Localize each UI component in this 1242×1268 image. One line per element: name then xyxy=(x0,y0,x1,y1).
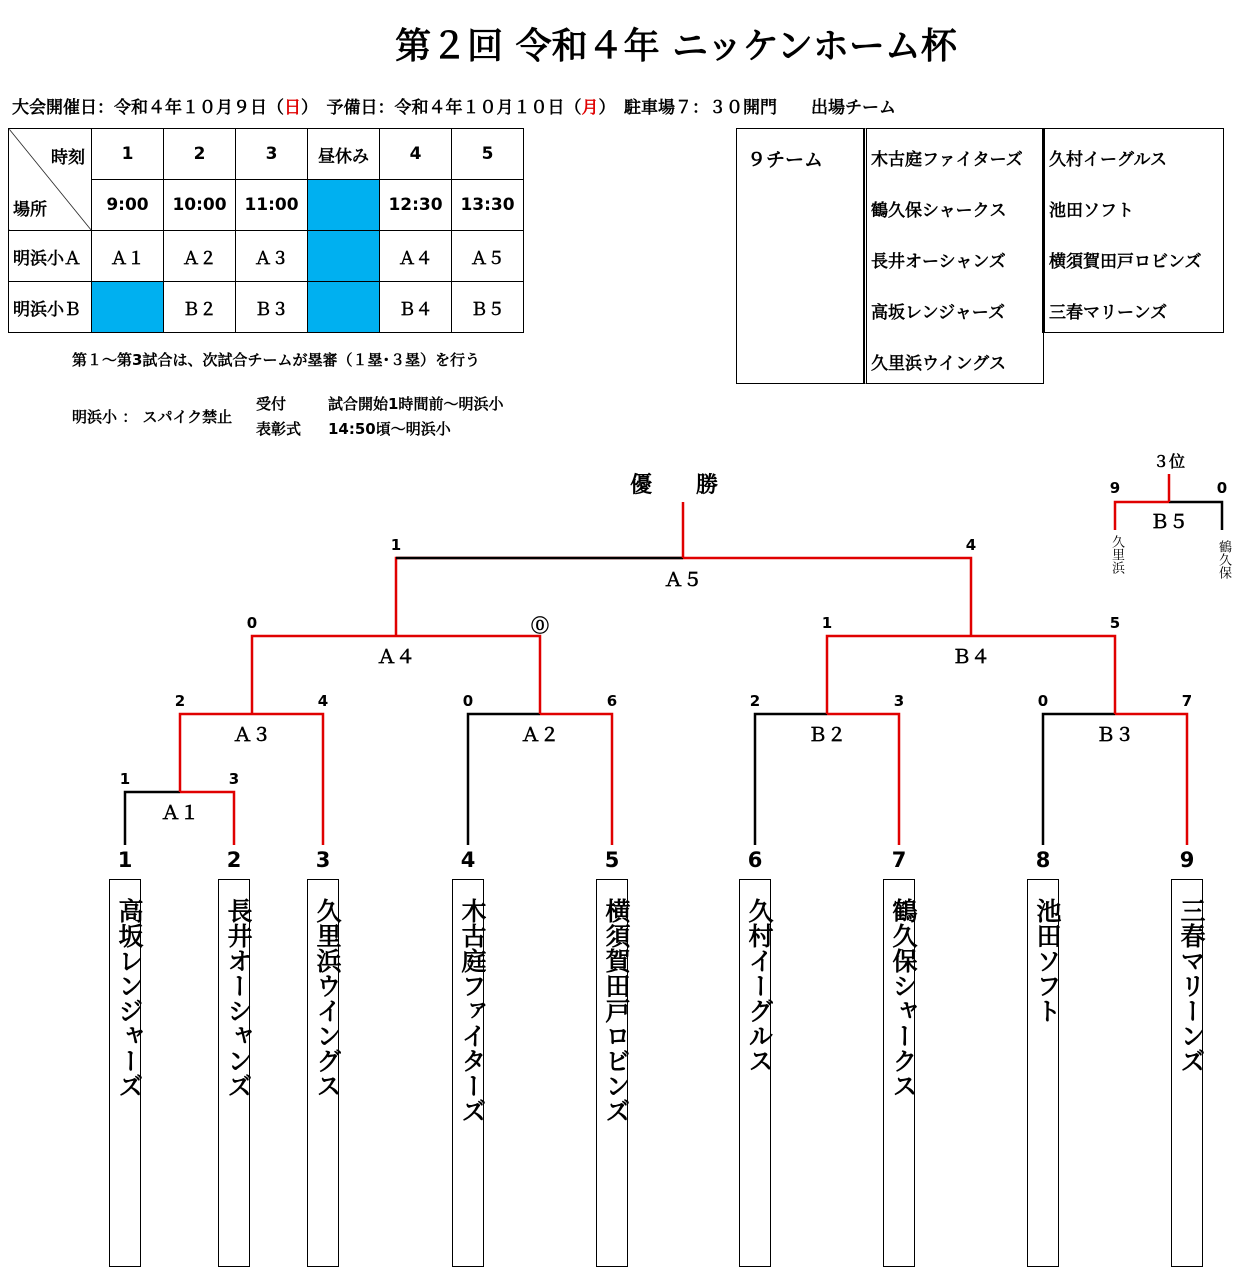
spike-note: 明浜小 ： スパイク禁止 xyxy=(72,408,233,426)
game-cell: Ａ３ xyxy=(236,231,308,282)
game-cell: Ａ１ xyxy=(92,231,164,282)
date-mid: ） 予備日：令和４年１０月１０日（ xyxy=(301,98,582,118)
reception-value: 試合開始1時間前～明浜小 xyxy=(328,395,504,413)
team-box xyxy=(452,879,487,1267)
champion-label: 優 勝 xyxy=(630,473,719,498)
match-label: Ａ１ xyxy=(160,802,199,824)
score: 4 xyxy=(317,692,329,710)
ceremony-value: 14:50頃～明浜小 xyxy=(328,420,451,438)
score: 3 xyxy=(893,692,905,710)
reception-label: 受付 xyxy=(256,395,287,413)
team-box xyxy=(218,879,253,1267)
team-box xyxy=(596,879,631,1267)
game-cell: Ａ２ xyxy=(164,231,236,282)
slot-time: 12:30 xyxy=(380,180,452,231)
match-label: Ｂ３ xyxy=(1095,724,1134,746)
team-list-item: 木古庭ファイターズ xyxy=(871,150,1023,170)
score: 1 xyxy=(119,770,131,788)
page-title: 第２回 令和４年 ニッケンホーム杯 xyxy=(395,26,957,67)
third-right-team xyxy=(1214,540,1230,585)
slot-header: 2 xyxy=(164,129,236,180)
team-list-item: 池田ソフト xyxy=(1049,201,1134,221)
third-left-team xyxy=(1107,535,1123,580)
score: 6 xyxy=(606,692,618,710)
entry-number: 7 xyxy=(891,848,907,872)
third-place-label: ３位 xyxy=(1153,452,1186,471)
place-label: 明浜小Ａ xyxy=(9,231,92,282)
third-left-team-text: 久里浜 xyxy=(1109,535,1124,574)
team-list-item: 三春マリーンズ xyxy=(1049,303,1168,323)
team-list-item: 久里浜ウイングス xyxy=(871,354,1006,374)
slot-time: 9:00 xyxy=(92,180,164,231)
team-list-item: 高坂レンジャーズ xyxy=(871,303,1005,323)
entry-number: 8 xyxy=(1035,848,1051,872)
team-box xyxy=(1027,879,1062,1267)
slot-time: 10:00 xyxy=(164,180,236,231)
slot-time: 11:00 xyxy=(236,180,308,231)
team-box xyxy=(739,879,774,1267)
entry-number: 6 xyxy=(747,848,763,872)
team-box xyxy=(1171,879,1206,1267)
match-label: Ａ３ xyxy=(232,724,271,746)
score: 0 xyxy=(462,692,474,710)
score: 0 xyxy=(1216,479,1228,497)
team-name: 高坂レンジャーズ xyxy=(115,898,144,1098)
game-cell: Ｂ３ xyxy=(236,282,308,333)
team-list-item: 横須賀田戸ロビンズ xyxy=(1049,252,1202,272)
team-list-item: 長井オーシャンズ xyxy=(871,252,1006,272)
score: ⓪ xyxy=(531,616,549,637)
score: 0 xyxy=(1037,692,1049,710)
team-box xyxy=(883,879,918,1267)
game-cell: Ｂ２ xyxy=(164,282,236,333)
game-cell: Ｂ４ xyxy=(380,282,452,333)
score: 4 xyxy=(965,536,977,554)
entry-number: 1 xyxy=(117,848,133,872)
score: 3 xyxy=(228,770,240,788)
score: 0 xyxy=(246,614,258,632)
score: 9 xyxy=(1109,479,1121,497)
score: 1 xyxy=(390,536,402,554)
slot-header: 3 xyxy=(236,129,308,180)
date-day: 日 xyxy=(284,98,301,118)
game-cell: Ａ５ xyxy=(452,231,524,282)
team-list-item: 鶴久保シャークス xyxy=(871,201,1007,221)
score: 1 xyxy=(821,614,833,632)
entry-number: 2 xyxy=(226,848,242,872)
match-label: Ａ２ xyxy=(520,724,559,746)
match-label: Ｂ２ xyxy=(807,724,846,746)
ceremony-label: 表彰式 xyxy=(256,420,302,438)
slot-header: 1 xyxy=(92,129,164,180)
slot-header: 4 xyxy=(380,129,452,180)
score: 7 xyxy=(1181,692,1193,710)
entry-number: 3 xyxy=(315,848,331,872)
team-name: 三春マリーンズ xyxy=(1177,898,1206,1073)
date-prefix: 大会開催日：令和４年１０月９日（ xyxy=(12,98,284,118)
team-name: 横須賀田戸ロビンズ xyxy=(602,898,631,1123)
team-box xyxy=(307,879,342,1267)
team-name: 鶴久保シャークス xyxy=(889,898,918,1098)
corner-place-label: 場所 xyxy=(13,200,47,220)
slot-time: 13:30 xyxy=(452,180,524,231)
entry-number: 4 xyxy=(460,848,476,872)
entry-number: 9 xyxy=(1179,848,1195,872)
score: 2 xyxy=(749,692,761,710)
slot-header-lunch: 昼休み xyxy=(308,129,380,180)
date-suffix: ） 駐車場７：３０開門 出場チーム xyxy=(598,98,896,118)
slot-header: 5 xyxy=(452,129,524,180)
team-name: 池田ソフト xyxy=(1033,898,1062,1023)
corner-time-label: 時刻 xyxy=(51,148,85,168)
match-label: Ａ４ xyxy=(376,646,415,668)
entry-number: 5 xyxy=(604,848,620,872)
game-cell: Ａ４ xyxy=(380,231,452,282)
team-name: 長井オーシャンズ xyxy=(224,898,253,1098)
team-name: 木古庭ファイターズ xyxy=(458,898,487,1123)
third-right-team-text: 鶴久保 xyxy=(1216,540,1231,579)
match-label: Ｂ５ xyxy=(1149,511,1188,533)
team-name: 久村イーグルス xyxy=(745,898,774,1073)
match-label: Ａ５ xyxy=(663,569,702,591)
team-list-item: 久村イーグルス xyxy=(1049,150,1167,170)
score: 2 xyxy=(174,692,186,710)
team-count: ９チーム xyxy=(747,149,824,171)
reserve-day: 月 xyxy=(581,98,599,118)
team-name: 久里浜ウイングス xyxy=(313,898,342,1098)
umpire-note: 第１～第3試合は、次試合チームが塁審（１塁･３塁）を行う xyxy=(72,351,480,369)
team-box xyxy=(109,879,144,1267)
place-label: 明浜小Ｂ xyxy=(9,282,92,333)
game-cell: Ｂ５ xyxy=(452,282,524,333)
score: 5 xyxy=(1109,614,1121,632)
match-label: Ｂ４ xyxy=(951,646,990,668)
